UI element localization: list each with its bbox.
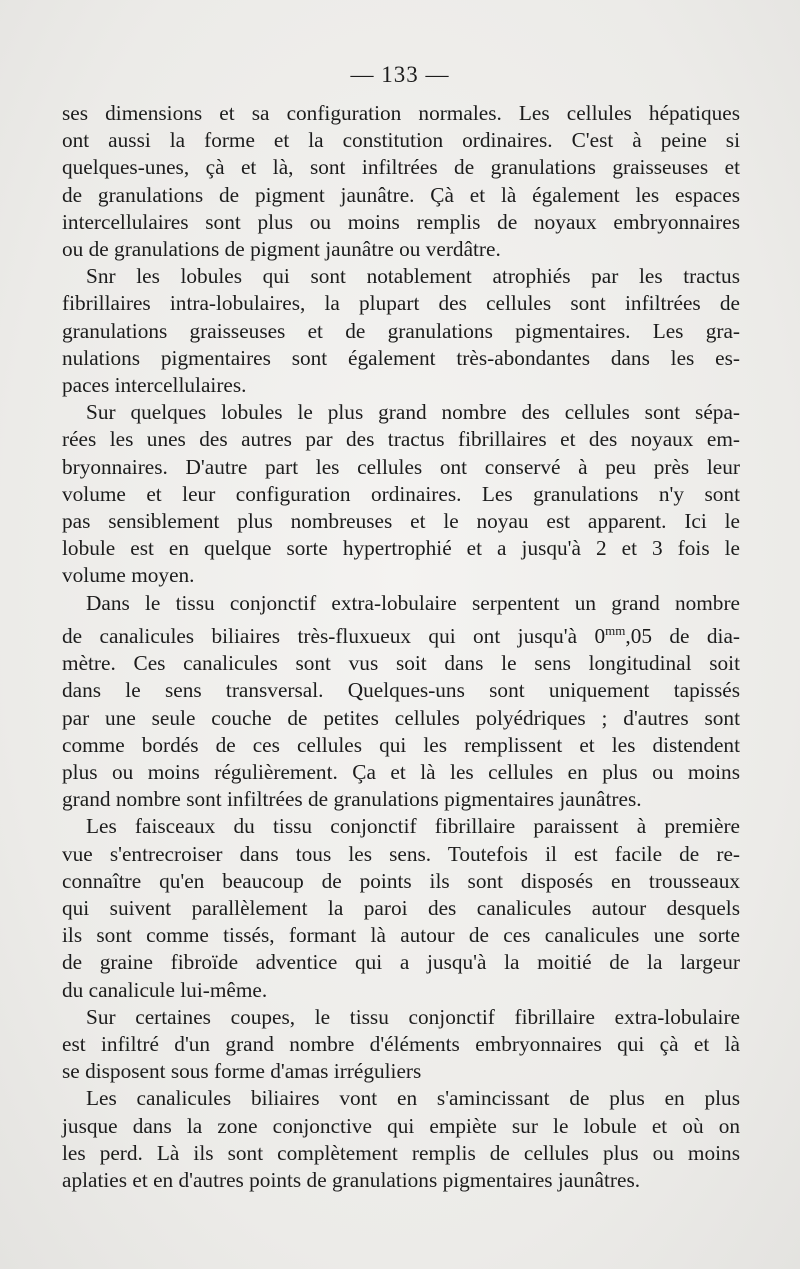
text-line: bryonnaires. D'autre part les cellules ont conservé à peu près leur	[62, 454, 740, 479]
paragraph	[62, 813, 740, 1003]
text-line: ils sont comme tissés, formant là autour de ces canalicules une sorte	[62, 923, 740, 948]
text-line: connaître qu'en beaucoup de points ils sont disposés en trousseaux	[62, 868, 740, 893]
text-line: grand nombre sont infiltrées de granulations pigmentaires jaunâtres.	[62, 787, 642, 812]
text-line: du canalicule lui-même.	[62, 977, 268, 1002]
text-line: de granulations de pigment jaunâtre. Çà et là également les espaces	[62, 182, 740, 207]
text-line: lobule est en quelque sorte hypertrophié et a jusqu'à 2 et 3 fois le	[62, 536, 740, 561]
paragraph	[62, 590, 740, 814]
text-line: intercellulaires sont plus ou moins remplis de noyaux embryonnaires	[62, 209, 740, 234]
paragraph	[62, 100, 740, 263]
text-line: les perd. Là ils sont complètement remplis de cellules plus ou moins	[62, 1140, 740, 1165]
text-line: Snr les lobules qui sont notablement atrophiés par les tractus	[86, 264, 740, 289]
text-line: se disposent sous forme d'amas irréguliers	[62, 1059, 422, 1084]
paragraph	[62, 263, 740, 399]
text-line: mètre. Ces canalicules sont vus soit dans le sens longitudinal soit	[62, 651, 740, 676]
body-text	[62, 100, 740, 1194]
text-line: ses dimensions et sa configuration normales. Les cellules hépatiques	[62, 101, 740, 125]
text-line: granulations graisseuses et de granulations pigmentaires. Les gra-	[62, 318, 740, 343]
text-line: aplaties et en d'autres points de granulations pigmentaires jaunâtres.	[62, 1168, 641, 1193]
text-line: volume et leur configuration ordinaires. Les granulations n'y sont	[62, 481, 740, 506]
text-line: est infiltré d'un grand nombre d'éléments embryonnaires qui çà et là	[62, 1032, 740, 1056]
text-line: comme bordés de ces cellules qui les remplissent et les distendent	[62, 732, 740, 757]
text-line: de graine fibroïde adventice qui a jusqu'à la moitié de la largeur	[62, 950, 740, 975]
text-line: jusque dans la zone conjonctive qui empiète sur le lobule et où on	[62, 1113, 740, 1138]
text-line: plus ou moins régulièrement. Ça et là les cellules en plus ou moins	[62, 759, 740, 784]
text-line: Les faisceaux du tissu conjonctif fibrillaire paraissent à première	[86, 814, 740, 839]
paragraph	[62, 399, 740, 589]
text-line: ont aussi la forme et la constitution ordinaires. C'est à peine si	[62, 128, 740, 153]
paragraph	[62, 1085, 740, 1194]
text-line: Sur certaines coupes, le tissu conjonctif fibrillaire extra-lobulaire	[86, 1004, 740, 1029]
text-line: vue s'entrecroiser dans tous les sens. Toutefois il est facile de re-	[62, 841, 740, 866]
page-number: — 133 —	[350, 62, 450, 87]
text-line: pas sensiblement plus nombreuses et le noyau est apparent. Ici le	[62, 509, 740, 534]
text-line: de canalicules biliaires très-fluxueux qui ont jusqu'à $0^{mm},05$ de dia-	[62, 622, 740, 648]
paragraph	[62, 1004, 740, 1086]
text-line: quelques-unes, çà et là, sont infiltrées de granulations graisseuses et	[62, 155, 740, 180]
text-line: par une seule couche de petites cellules polyédriques ; d'autres sont	[62, 705, 740, 730]
text-line: Dans le tissu conjonctif extra-lobulaire serpentent un grand nombre	[86, 590, 740, 615]
text-line: Sur quelques lobules le plus grand nombre des cellules sont sépa-	[86, 400, 740, 425]
text-line: volume moyen.	[62, 563, 195, 588]
text-line: nulations pigmentaires sont également très-abondantes dans les es-	[62, 345, 740, 370]
text-line: paces intercellulaires.	[62, 373, 247, 398]
text-line: fibrillaires intra-lobulaires, la plupart des cellules sont infiltrées de	[62, 291, 740, 316]
text-line: Les canalicules biliaires vont en s'amincissant de plus en plus	[86, 1086, 740, 1111]
unit-superscript: mm	[605, 622, 626, 638]
text-line: dans le sens transversal. Quelques-uns sont uniquement tapissés	[62, 678, 740, 703]
text-line: rées les unes des autres par des tractus fibrillaires et des noyaux em-	[62, 427, 740, 452]
text-line: qui suivent parallèlement la paroi des canalicules autour desquels	[62, 895, 740, 920]
text-line: ou de granulations de pigment jaunâtre ou verdâtre.	[62, 237, 501, 262]
